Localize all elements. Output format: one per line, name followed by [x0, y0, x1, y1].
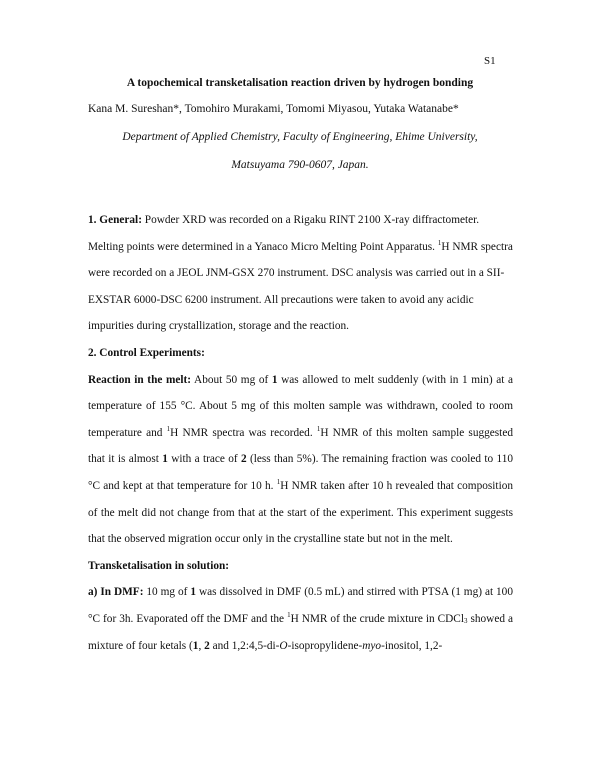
superscript: 1	[316, 424, 321, 433]
text-run: and 1,2:4,5-di-	[209, 639, 280, 652]
solution-heading: Transketalisation in solution:	[88, 559, 230, 572]
text-run: ,	[198, 639, 205, 652]
compound-number: 2	[204, 639, 210, 652]
superscript: 1	[287, 610, 291, 619]
text-run: was dissolved in DMF (0.5 mL) and stirred with PTSA (1 mg) at 100 °C for 3h. Evaporated off the DMF and the	[88, 586, 513, 625]
compound-number: 1	[162, 453, 168, 466]
text-run: H NMR taken after 10 h revealed that composition of the melt did not change from that at the start of the experiment. This experiment suggests that the observed migration occur only in the crystalline state but not in the melt.	[88, 479, 513, 546]
superscript: 1	[276, 477, 281, 486]
text-run: Powder XRD was recorded on a Rigaku RINT 2100 X-ray diffractometer. Melting points were determined in a Yanaco Micro Melting Point Apparatus.	[88, 214, 480, 253]
subscript: 3	[463, 616, 468, 625]
compound-number: 1	[190, 586, 197, 599]
superscript: 1	[437, 238, 442, 247]
text-run: was allowed to melt suddenly (with in 1 min) at a temperature of 155 °C. About 5 mg of this molten sample was withdrawn, cooled to room temperature and	[88, 373, 513, 439]
melt-heading: Reaction in the melt:	[88, 373, 192, 386]
author-list: Kana M. Sureshan*, Tomohiro Murakami, Tomomi Miyasou, Yutaka Watanabe*	[88, 103, 459, 115]
body-text	[88, 207, 513, 659]
text-run: H NMR of this molten sample suggested that it is almost	[88, 426, 513, 466]
italic-text: O	[279, 639, 288, 652]
text-run: H NMR spectra was recorded.	[170, 426, 317, 439]
text-run: About 50 mg of	[191, 373, 272, 386]
dmf-paragraph	[88, 579, 513, 659]
italic-text: myo	[362, 639, 382, 652]
text-run: -inositol, 1,2-	[381, 639, 443, 652]
text-run: 10 mg of	[143, 586, 191, 599]
page-number: S1	[484, 55, 496, 67]
text-run: (less than 5%). The remaining fraction was cooled to 110 °C and kept at that temperature for 10 h.	[88, 453, 513, 492]
compound-number: 1	[192, 639, 199, 652]
paper-title: A topochemical transketalisation reaction driven by hydrogen bonding	[126, 77, 474, 89]
general-paragraph	[88, 207, 513, 340]
general-heading: 1. General:	[88, 214, 142, 226]
text-run: H NMR of the crude mixture in CDCl	[290, 612, 464, 625]
text-run: showed a mixture of four ketals (	[88, 612, 513, 652]
dmf-heading: a) In DMF:	[88, 586, 144, 599]
affiliation-line-1: Department of Applied Chemistry, Faculty of Engineering, Ehime University,	[122, 131, 478, 143]
compound-number: 1	[271, 373, 278, 386]
affiliation-line-2: Matsuyama 790-0607, Japan.	[231, 159, 369, 171]
control-heading: 2. Control Experiments:	[88, 346, 205, 359]
superscript: 1	[166, 424, 171, 433]
text-run: -isopropylidene-	[287, 639, 363, 652]
text-run: H NMR spectra were recorded on a JEOL JNM-GSX 270 instrument. DSC analysis was carried out in a SII-EXSTAR 6000-DSC 6200 instrument. All precautions were taken to avoid any acidic impurities during crystallization, storage and the reaction.	[88, 240, 513, 333]
compound-number: 2	[240, 453, 247, 466]
text-run: with a trace of	[167, 453, 241, 466]
melt-paragraph	[88, 367, 513, 553]
